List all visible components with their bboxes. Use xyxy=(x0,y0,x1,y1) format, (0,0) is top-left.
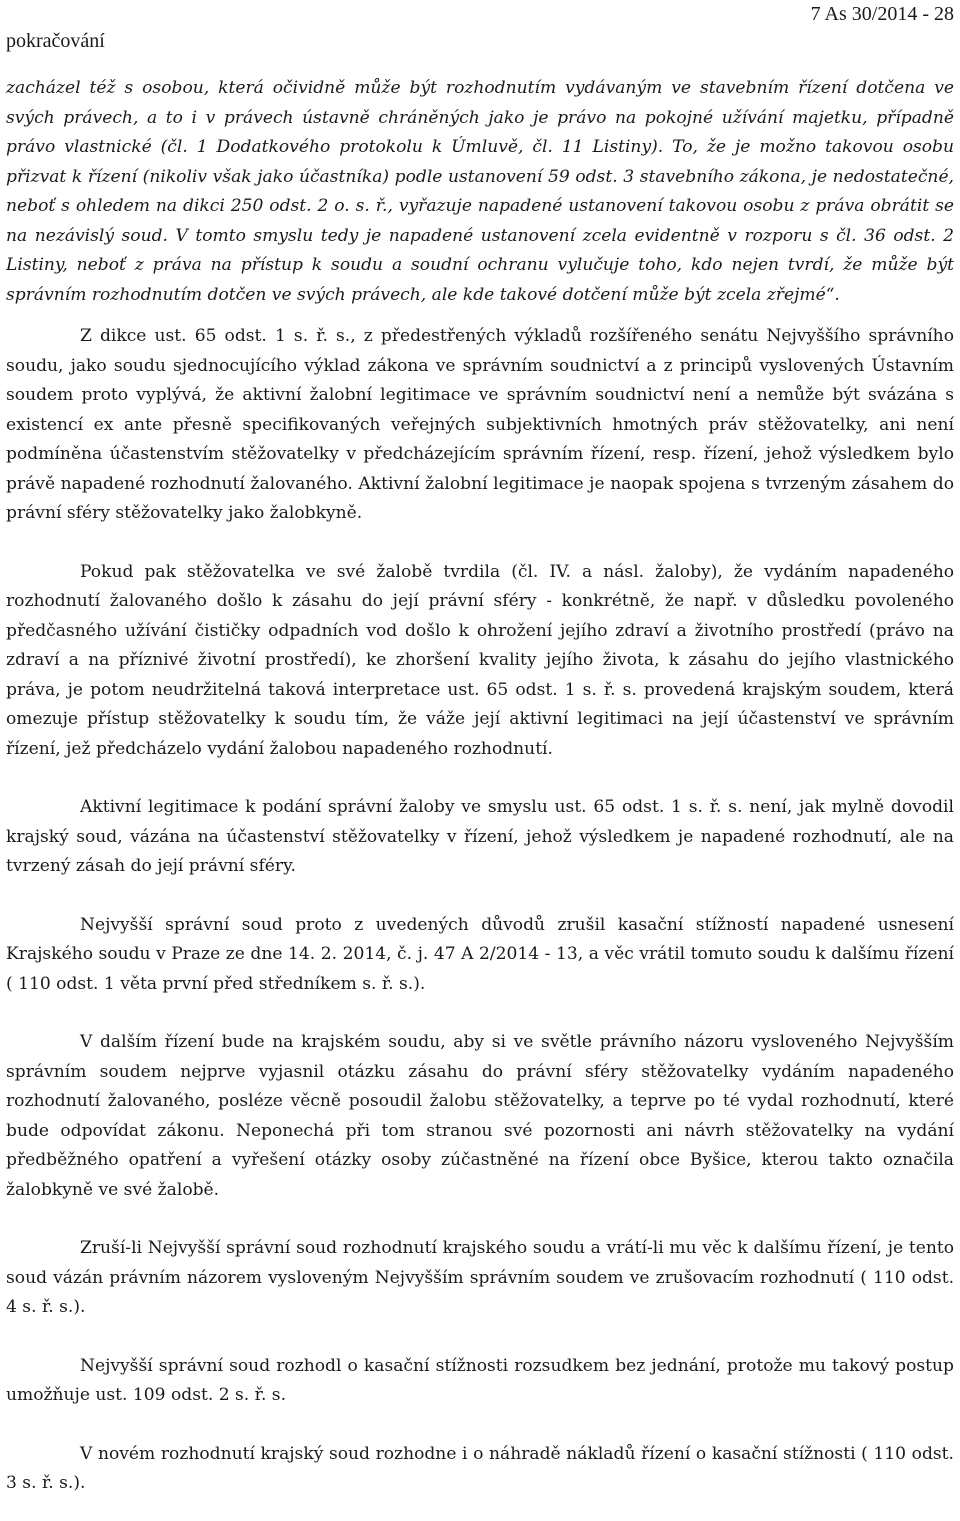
paragraph-4: Nejvyšší správní soud proto z uvedených důvodů zrušil kasační stížností napadené usnesení Krajského soudu v Praze ze dne 14. 2. 2014, č. j. 47 A 2/2014 - 13, a věc vrátil tomuto soudu k dalšímu řízení ( 110 odst. 1 věta první před středníkem s. ř. s.). xyxy=(6,914,954,994)
paragraph-3: Aktivní legitimace k podání správní žaloby ve smyslu ust. 65 odst. 1 s. ř. s. není, jak mylně dovodil krajský soud, vázána na účastenství stěžovatelky v řízení, jehož výsledkem je napadené rozhodnutí, ale na tvrzený zásah do její právní sféry. xyxy=(6,797,954,876)
document-body xyxy=(6,74,954,1499)
quoted-paragraph: zacházel též s osobou, která očividně může být rozhodnutím vydávaným ve stavebním řízení dotčena ve svých právech, a to i v právech ústavně chráněných jako je právo na pokojné užívání majetku, případně právo vlastnické (čl. 1 Dodatkového protokolu k Úmluvě, čl. 11 Listiny). To, že je možno takovou osobu přizvat k řízení (nikoliv však jako účastníka) podle ustanovení 59 odst. 3 stavebního zákona, je nedostatečné, neboť s ohledem na dikci 250 odst. 2 o. s. ř., vyřazuje napadené ustanovení takovou osobu z práva obrátit se na nezávislý soud. V tomto smyslu tedy je napadené ustanovení zcela evidentně v rozporu s čl. 36 odst. 2 Listiny, neboť z práva na přístup k soudu a soudní ochranu vylučuje toho, kdo nejen tvrdí, že může být správním rozhodnutím dotčen ve svých právech, ale kde takové dotčení může být zcela zřejmé“. xyxy=(6,78,954,305)
paragraph-6: Zruší-li Nejvyšší správní soud rozhodnutí krajského soudu a vrátí-li mu věc k dalšímu řízení, je tento soud vázán právním názorem vysloveným Nejvyšším správním soudem ve zrušovacím rozhodnutí ( 110 odst. 4 s. ř. s.). xyxy=(6,1238,954,1317)
paragraph-5: V dalším řízení bude na krajském soudu, aby si ve světle právního názoru vysloveného Nejvyšším správním soudem nejprve vyjasnil otázku zásahu do právní sféry stěžovatelky vydáním napadeného rozhodnutí žalovaného, posléze věcně posoudil žalobu stěžovatelky, a teprve po té vydal rozhodnutí, které bude odpovídat zákonu. Neponechá při tom stranou své pozornosti ani návrh stěžovatelky na vydání předběžného opatření a vyřešení otázky osoby zúčastněné na řízení obce Byšice, kterou takto označila žalobkyně ve své žalobě. xyxy=(6,1032,954,1200)
paragraph-1: Z dikce ust. 65 odst. 1 s. ř. s., z předestřených výkladů rozšířeného senátu Nejvyššího správního soudu, jako soudu sjednocujícího výklad zákona ve správním soudnictví a z principů vyslovených Ústavním soudem proto vyplývá, že aktivní žalobní legitimace ve správním soudnictví není a nemůže být svázána s existencí ex ante přesně specifikovaných veřejných subjektivních hmotných práv stěžovatelky, ani není podmíněna účastenstvím stěžovatelky v předcházejícím správním řízení, resp. řízení, jehož výsledkem bylo právě napadené rozhodnutí žalovaného. Aktivní žalobní legitimace je naopak spojena s tvrzeným zásahem do právní sféry stěžovatelky jako žalobkyně. xyxy=(6,326,954,523)
case-number: 7 As 30/2014 - 28 xyxy=(810,3,954,25)
paragraph-8: V novém rozhodnutí krajský soud rozhodne i o náhradě nákladů řízení o kasační stížnosti ( 110 odst. 3 s. ř. s.). xyxy=(6,1443,954,1493)
page-header xyxy=(0,0,960,60)
continuation-label: pokračování xyxy=(6,30,105,52)
paragraph-7: Nejvyšší správní soud rozhodl o kasační stížnosti rozsudkem bez jednání, protože mu takový postup umožňuje ust. 109 odst. 2 s. ř. s. xyxy=(6,1355,954,1405)
paragraph-2: Pokud pak stěžovatelka ve své žalobě tvrdila (čl. IV. a násl. žaloby), že vydáním napadeného rozhodnutí žalovaného došlo k zásahu do její právní sféry - konkrétně, že např. v důsledku povoleného předčasného užívání čističky odpadních vod došlo k ohrožení jejího zdraví a životního prostředí (právo na zdraví a na příznivé životní prostředí), ke zhoršení kvality jejího života, k zásahu do jejího vlastnického práva, je potom neudržitelná taková interpretace ust. 65 odst. 1 s. ř. s. provedená krajským soudem, která omezuje přístup stěžovatelky k soudu tím, že váže její aktivní legitimaci na její účastenství ve správním řízení, jež předcházelo vydání žalobou napadeného rozhodnutí. xyxy=(6,561,954,759)
